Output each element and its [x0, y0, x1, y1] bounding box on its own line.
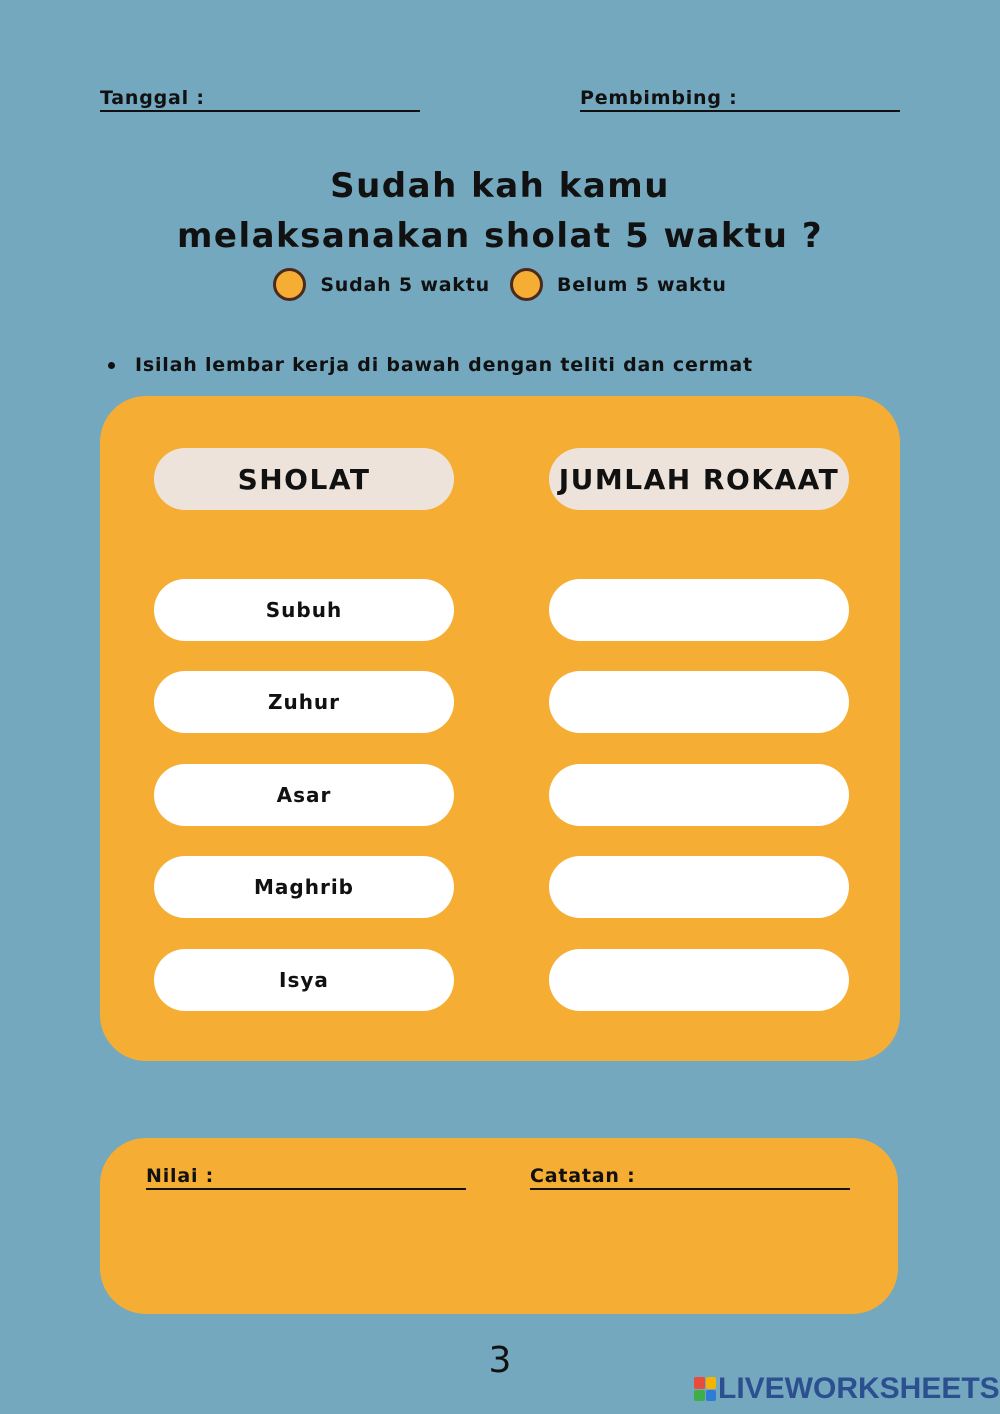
- brand-name: LIVEWORKSHEETS: [718, 1372, 1000, 1405]
- option-belum-label: Belum 5 waktu: [556, 273, 727, 296]
- worksheet-card: [100, 396, 900, 1061]
- option-sudah-label: Sudah 5 waktu: [320, 273, 490, 296]
- answer-options: [0, 268, 1000, 301]
- evaluation-card: [100, 1138, 898, 1314]
- radio-sudah-icon[interactable]: [273, 268, 306, 301]
- option-sudah[interactable]: [273, 268, 490, 301]
- liveworksheets-brand: [694, 1372, 1000, 1406]
- answer-input-zuhur[interactable]: [549, 671, 849, 733]
- jumlah-rokaat-header: JUMLAH ROKAAT: [549, 448, 849, 510]
- prayer-label-asar: Asar: [154, 764, 454, 826]
- pembimbing-field[interactable]: Pembimbing :: [580, 86, 900, 112]
- answer-input-asar[interactable]: [549, 764, 849, 826]
- prayer-label-isya: Isya: [154, 949, 454, 1011]
- option-belum[interactable]: [510, 268, 727, 301]
- answer-input-isya[interactable]: [549, 949, 849, 1011]
- sholat-header: SHOLAT: [154, 448, 454, 510]
- bullet-icon: [108, 362, 115, 369]
- instruction-text: Isilah lembar kerja di bawah dengan teliti dan cermat: [135, 354, 753, 376]
- liveworksheets-logo-icon: [694, 1377, 716, 1401]
- answer-input-subuh[interactable]: [549, 579, 849, 641]
- instruction: [108, 354, 753, 376]
- nilai-field[interactable]: Nilai :: [146, 1164, 466, 1190]
- tanggal-field[interactable]: Tanggal :: [100, 86, 420, 112]
- question-title-line-1: Sudah kah kamu: [330, 166, 670, 206]
- catatan-field[interactable]: Catatan :: [530, 1164, 850, 1190]
- prayer-label-maghrib: Maghrib: [154, 856, 454, 918]
- radio-belum-icon[interactable]: [510, 268, 543, 301]
- question-title-line-2: melaksanakan sholat 5 waktu ?: [176, 216, 824, 256]
- prayer-label-zuhur: Zuhur: [154, 671, 454, 733]
- prayer-label-subuh: Subuh: [154, 579, 454, 641]
- answer-input-maghrib[interactable]: [549, 856, 849, 918]
- page-number: 3: [488, 1340, 512, 1381]
